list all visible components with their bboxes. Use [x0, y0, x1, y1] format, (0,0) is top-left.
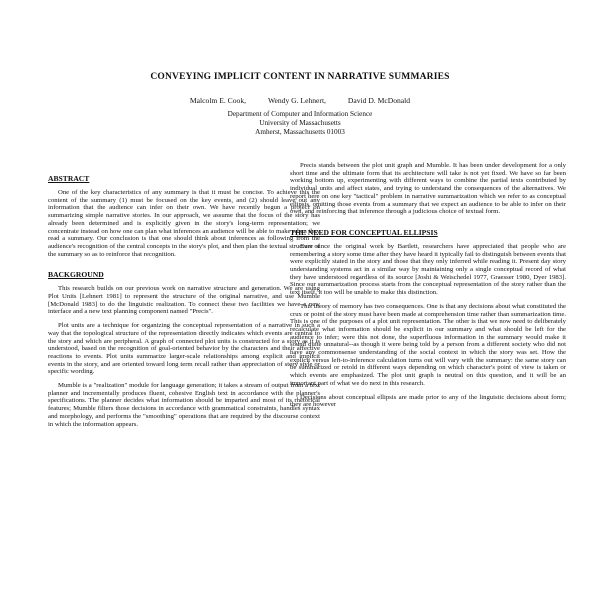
- ellipsis-heading: THE NEED FOR CONCEPTUAL ELLIPSIS: [290, 227, 438, 237]
- paper-title: CONVEYING IMPLICIT CONTENT IN NARRATIVE SUMMARIES: [150, 72, 450, 82]
- affiliation: [0, 110, 600, 137]
- author-list: [0, 96, 600, 105]
- background-heading: BACKGROUND: [48, 270, 104, 280]
- ellipsis-paragraph-3: Decisions about conceptual ellipsis are made prior to any of the linguistic decisions about form; they are however: [290, 393, 566, 409]
- left-column: [48, 168, 320, 434]
- background-paragraph-3: Mumble is a "realization" module for language generation; it takes a stream of output from a text planner and incrementally produces fluent, cohesive English text in accordance with the planner's specifications. The planner decides what information should be imparted and most of its rhetorical features; Mumble filters those decisions in accordance with grammatical constraints, handles syntax and morphology, and performs the "smoothing" operations that are required by the discourse context in which the information appears.: [48, 382, 320, 428]
- affiliation-department: Department of Computer and Information Science: [227, 110, 373, 118]
- ellipsis-paragraph-2: This theory of memory has two consequences. One is that any decisions about what constituted the crux or point of the story must have been made at comprehension time rather than summarization time. This is one of the purposes of a plot unit representation. The other is that we now need to deliberately recalculate what information should be explicit in our summary and what should be left for the audience to infer; were this not done, the superfluous information in the summary would make it sound quite unnatural--as though it were being told by a person from a different society who did not have any commonsense understanding of the social context in which the story was set. How the explicit versus left-to-inference calculation turns out will vary with the summary: the same story can be summarized or retold in different ways depending on which character's point of view is taken or which events are emphasized. The plot unit graph is neutral on this question, and it will be an important part of what we do next in this research.: [290, 302, 566, 387]
- abstract-heading: ABSTRACT: [48, 174, 90, 183]
- author-name: Wendy G. Lehnert,: [267, 96, 326, 105]
- affiliation-address: Amherst, Massachusetts 01003: [255, 128, 345, 136]
- right-column: [290, 162, 566, 415]
- intro-paragraph: Precis stands between the plot unit graph and Mumble. It has been under development for a only short time and the ultimate form that its architecture will take is not yet fixed. We have so far been working bottom up, experimenting with different ways to combine the partial texts contributed by individual units and affect states, and trying to understand the consequences of the alternatives. We report here on one key "tactical" problem in narrative summarization which we refer to as conceptual ellipsis, omitting those events from a summary that we expect an audience to be able to infer on their own, and reinforcing that inference through a judicious choice of textual form.: [290, 162, 566, 216]
- author-name: David D. McDonald: [347, 96, 411, 105]
- author-name: Malcolm E. Cook,: [189, 96, 247, 105]
- ellipsis-paragraph-1: Ever since the original work by Bartlett, researchers have appreciated that people who are remembering a story some time after they have heard it typically fail to distinguish between events that were explicitly stated in the story and those that they only inferred while reading it. Present day story understanding systems act in a similar way by maintaining only a single conceptual record of what they have understood regardless of its source [Joshi & Weischedel 1977, Graesser 1980, Dyer 1983]. Since our summarization process starts from the conceptual representation of the story rather than the text itself, it too will be unable to make this distinction.: [290, 242, 566, 297]
- background-paragraph-1: This research builds on our previous work on narrative structure and generation. We are using Plot Units [Lehnert 1981] to represent the structure of the original narrative, and use Mumble [McDonald 1983] to do the linguistic realization. To connect these two facilities we have a new interface and a new text planning component named "Precis".: [48, 285, 320, 316]
- abstract-paragraph: One of the key characteristics of any summary is that it must be concise. To achieve this the content of the summary (1) must be focused on the key events, and (2) should leave out any information that the audience can infer on their own. We have recently begun a project on summarizing simple narrative stories. In our approach, we assume that the focus of the story has already been determined and is explicitly given in the story's long-term representation; we concentrate instead on how one can plan what inferences an audience will be able to make when they read a summary. Our conclusion is that one should think about inferences as following from the audience's recognition of the central concepts in the story's plot, and then plan the textual structure of the summary so as to reinforce that recognition.: [48, 189, 320, 258]
- background-paragraph-2: Plot units are a technique for organizing the conceptual representation of a narrative in such a way that the topological structure of the representation directly indicates which events are central to the story and which are peripheral. A graph of connected plot units is constructed for a story as it is understood, based on the recognition of goal-oriented behavior by the characters and their affective reactions to events. Plot units summarize larger-scale relationships among explicit and implicit events in the story, and are oriented toward long term recall rather than appreciation of story style or specific wording.: [48, 322, 320, 376]
- affiliation-university: University of Massachusetts: [259, 119, 341, 127]
